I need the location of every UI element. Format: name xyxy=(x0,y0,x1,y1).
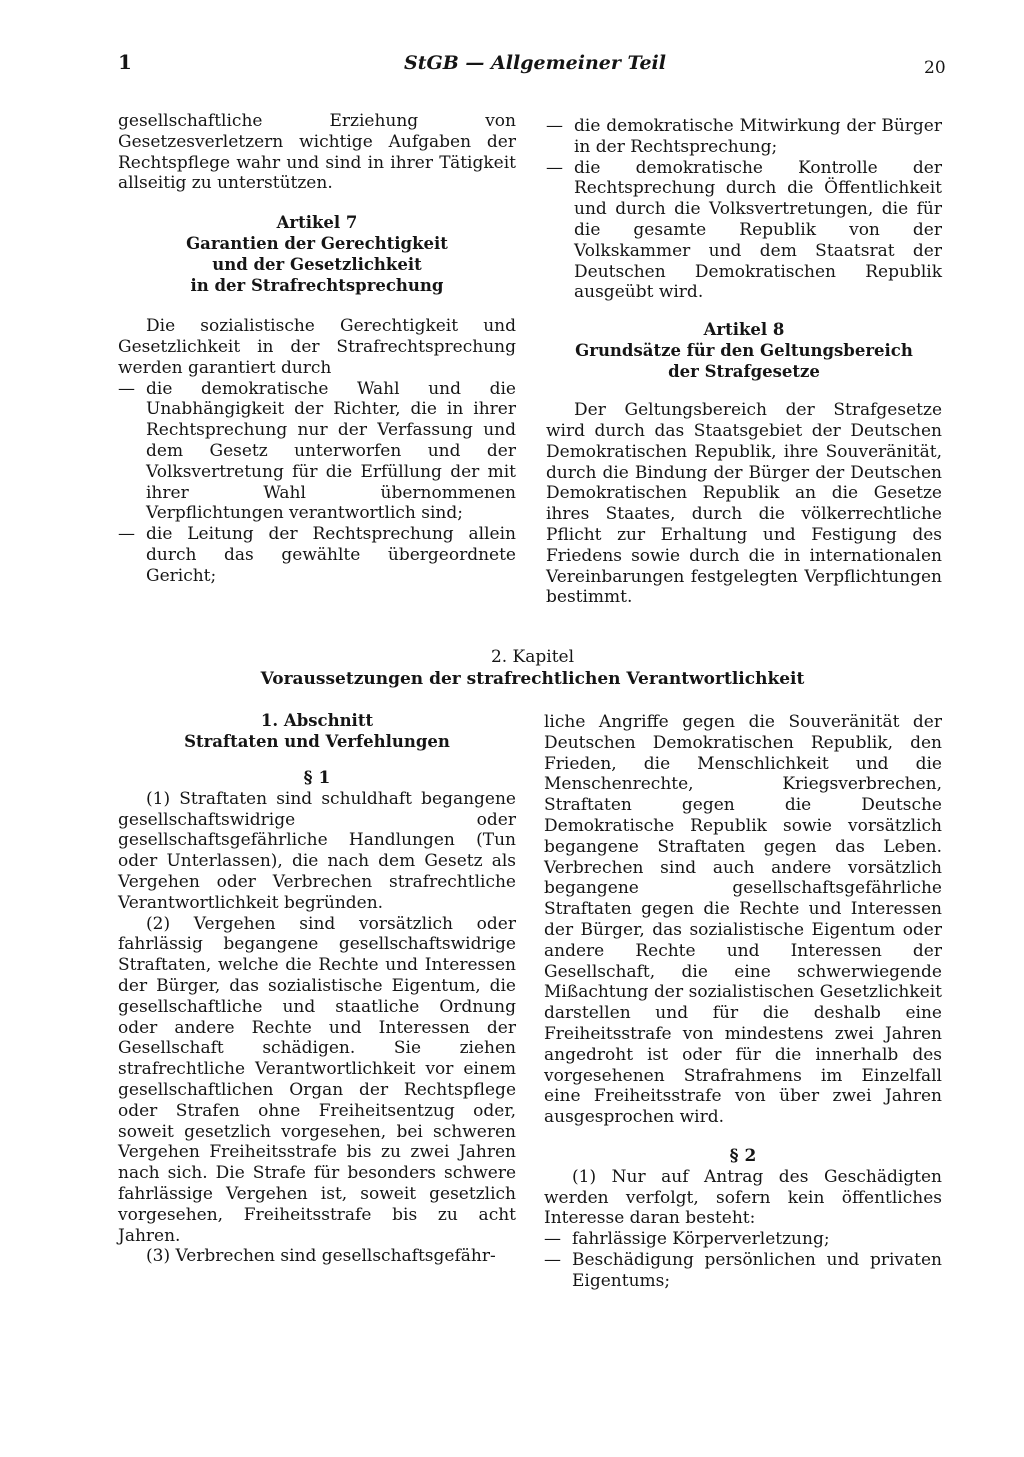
article-8-body: Der Geltungsbereich der Strafgesetze wird durch das Staatsgebiet der Deutschen Demokratischen Republik, ihre Souveränität, durch die Bindung der Bürger der Deutschen Demokratischen Republik an die Gesetze ihres Staates, durch die völkerrechtliche Pflicht zur Erhaltung und Festigung des Friedens sowie durch die in internationalen Vereinbarungen festgelegten Verpflichtungen bestimmt. xyxy=(546,400,942,608)
paragraph-1-clause-1: (1) Straftaten sind schuldhaft begangene gesellschaftswidrige oder gesellschaftsgefährliche Handlungen (Tun oder Unterlassen), die nach dem Gesetz als Vergehen oder Verbrechen strafrechtliche Verantwortlichkeit begründen. xyxy=(118,788,516,913)
article-7-list-item xyxy=(546,116,942,158)
list-item-text: Beschädigung persönlichen und privaten Eigentums; xyxy=(572,1249,942,1291)
upper-right-column xyxy=(546,116,942,608)
paragraph-2-list-item xyxy=(544,1229,942,1250)
section-title: Straftaten und Verfehlungen xyxy=(184,732,450,751)
lower-right-column xyxy=(544,712,942,1292)
list-item-text: die demokratische Wahl und die Unabhängigkeit der Richter, die in ihrer Rechtsprechung nur der Verfassung und dem Gesetz unterworfen und der Volksvertretung für die Erfüllung der mit ihrer Wahl übernommenen Verpflichtungen verantwortlich sind; xyxy=(146,378,516,524)
dash-marker: — xyxy=(546,157,563,178)
article-7-title-line-3: in der Strafrechtsprechung xyxy=(190,276,444,296)
article-7-list-item xyxy=(118,524,516,586)
chapter-label: 2. Kapitel xyxy=(490,647,575,667)
upper-left-column xyxy=(118,111,516,587)
paragraph-1-symbol: § 1 xyxy=(303,768,331,788)
chapter-title: Voraussetzungen der strafrechtlichen Verantwortlichkeit xyxy=(260,669,805,689)
dash-marker: — xyxy=(118,378,135,399)
paragraph-1-clause-2: (2) Vergehen sind vorsätzlich oder fahrlässig begangene gesellschaftswidrige Straftaten, welche die Rechte und Interessen der Bürger, das sozialistische Eigentum, die gesellschaftliche und staatliche Ordnung oder andere Rechte und Interessen der Gesellschaft schädigen. Sie ziehen strafrechtliche Verantwortlichkeit vor einem gesellschaftlichen Organ der Rechtspflege oder Strafen ohne Freiheitsentzug oder, soweit gesetzlich vorgesehen, bei schweren Vergehen Freiheitsstrafe bis zu zwei Jahren nach sich. Die Strafe für besonders schwere fahrlässige Vergehen ist, soweit gesetzlich vorgesehen, Freiheitsstrafe bis zu acht Jahren. xyxy=(118,913,516,1246)
dash-marker: — xyxy=(118,524,135,545)
article-8-title-line-1: Grundsätze für den Geltungsbereich xyxy=(575,341,913,361)
article-7-list-item xyxy=(546,158,942,304)
list-item-text: fahrlässige Körperverletzung; xyxy=(572,1229,830,1250)
article-8-label: Artikel 8 xyxy=(703,320,785,340)
article-7-title-line-1: Garantien der Gerechtigkeit xyxy=(186,234,448,254)
list-item-text: die demokratische Kontrolle der Rechtsprechung durch die Öffentlichkeit und durch die Volksvertretungen, die für die gesamte Republik von der Volkskammer und dem Staatsrat der Deutschen Demokratischen Republik ausgeübt wird. xyxy=(574,157,942,303)
article-8-heading xyxy=(546,319,942,382)
paragraph-1-clause-3: (3) Verbrechen sind gesellschaftsgefähr- xyxy=(146,1246,496,1267)
article-7-heading xyxy=(118,212,516,296)
article-7-list-item xyxy=(118,379,516,525)
chapter-number: 1 xyxy=(118,50,132,74)
lower-left-column xyxy=(118,710,516,1267)
running-header: StGB — Allgemeiner Teil xyxy=(404,52,666,74)
paragraph-2-symbol: § 2 xyxy=(729,1145,757,1166)
article-8-title-line-2: der Strafgesetze xyxy=(668,362,820,382)
paragraph-2-list-item xyxy=(544,1250,942,1292)
article-7-label: Artikel 7 xyxy=(276,213,358,233)
list-item-text: die demokratische Mitwirkung der Bürger in der Rechtsprechung; xyxy=(574,116,942,157)
paragraph-2-clause-1: (1) Nur auf Antrag des Geschädigten werden verfolgt, sofern kein öffentliches Interesse daran besteht: xyxy=(544,1166,942,1229)
intro-paragraph: gesellschaftliche Erziehung von Gesetzesverletzern wichtige Aufgaben der Rechtspflege wahr und sind in ihrer Tätigkeit allseitig zu unterstützen. xyxy=(118,111,516,194)
list-item-text: die Leitung der Rechtsprechung allein durch das gewählte übergeordnete Gericht; xyxy=(146,524,516,586)
paragraph-1-clause-3-continuation: liche Angriffe gegen die Souveränität der Deutschen Demokratischen Republik, den Frieden, die Menschlichkeit und die Menschenrechte, Kriegsverbrechen, Straftaten gegen die Deutsche Demokratische Republik sowie vorsätzlich begangene Straftaten gegen das Leben. Verbrechen sind auch andere vorsätzlich begangene gesellschaftsgefährliche Straftaten gegen die Rechte und Interessen der Bürger, das sozialistische Eigentum oder andere Rechte und Interessen der Gesellschaft, die eine schwerwiegende Mißachtung der sozialistischen Gesetzlichkeit darstellen und für die deshalb eine Freiheitsstrafe von mindestens zwei Jahren angedroht ist oder für die innerhalb des vorgesehenen Strafrahmens im Einzelfall eine Freiheitsstrafe von über zwei Jahren ausgesprochen wird. xyxy=(544,712,942,1128)
page-number: 20 xyxy=(924,58,946,78)
dash-marker: — xyxy=(544,1229,561,1250)
section-label: 1. Abschnitt xyxy=(260,711,374,730)
dash-marker: — xyxy=(544,1249,561,1270)
article-7-title-line-2: und der Gesetzlichkeit xyxy=(212,255,422,275)
dash-marker: — xyxy=(546,116,563,136)
article-7-body: Die sozialistische Gerechtigkeit und Gesetzlichkeit in der Strafrechtsprechung werden garantiert durch xyxy=(118,316,516,378)
chapter-heading xyxy=(0,646,1024,690)
